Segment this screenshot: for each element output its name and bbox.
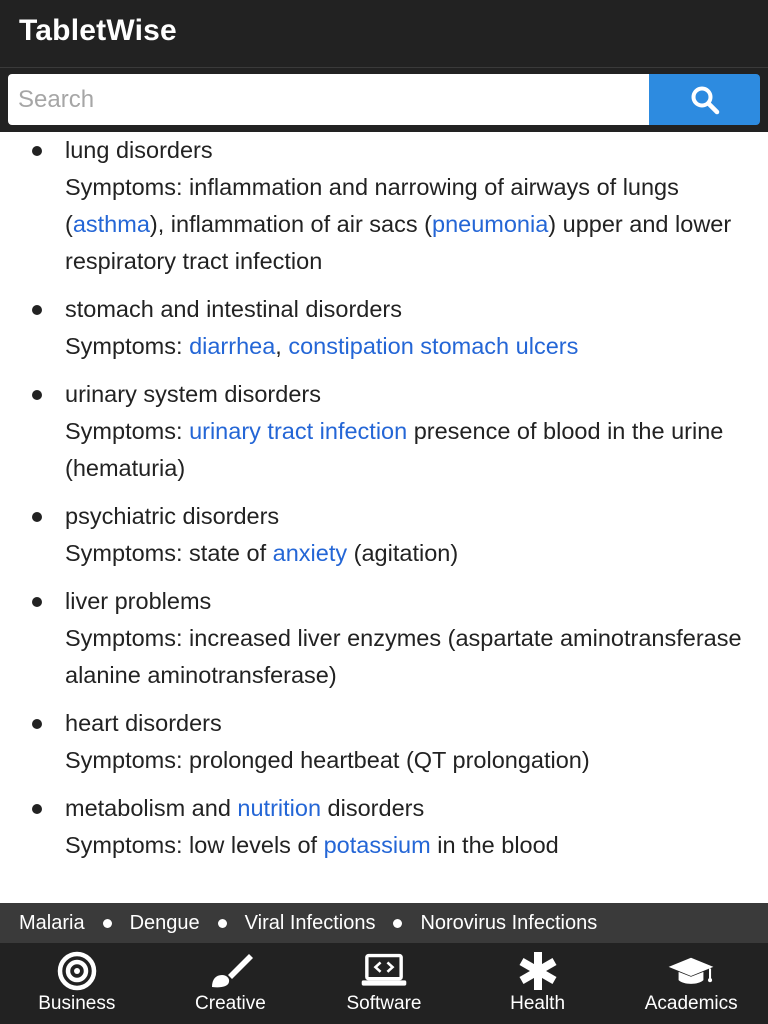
bullet — [32, 512, 42, 522]
list-item — [0, 790, 768, 864]
item-symptoms: Symptoms: prolonged heartbeat (QT prolongation) — [65, 747, 590, 773]
item-symptoms: Symptoms: low levels of potassium in the blood — [65, 832, 559, 858]
item-title: metabolism and nutrition disorders — [65, 795, 425, 821]
nav-label: Creative — [195, 993, 266, 1014]
link-diarrhea[interactable]: diarrhea — [189, 333, 276, 359]
item-symptoms: Symptoms: urinary tract infection presence of blood in the urine (hematuria) — [65, 418, 724, 481]
link-asthma[interactable]: asthma — [72, 211, 150, 237]
nav-academics[interactable] — [614, 943, 768, 1024]
search-input[interactable] — [8, 74, 649, 125]
link-nutrition[interactable]: nutrition — [237, 795, 322, 821]
bottom-nav — [0, 943, 768, 1024]
link-potassium[interactable]: potassium — [323, 832, 431, 858]
ticker-item-norovirus-infections[interactable]: Norovirus Infections — [420, 911, 598, 934]
item-symptoms: Symptoms: diarrhea, constipation stomach ulcers — [65, 333, 579, 359]
laptop-code-icon — [360, 951, 408, 991]
nav-creative[interactable] — [154, 943, 308, 1024]
ticker-item-viral-infections[interactable]: Viral Infections — [244, 911, 376, 934]
target-icon — [53, 951, 101, 991]
paintbrush-icon — [206, 951, 254, 991]
item-symptoms: Symptoms: inflammation and narrowing of airways of lungs (asthma), inflammation of air sacs (pneumonia) upper and lower respiratory tract infection — [65, 174, 732, 274]
nav-health[interactable] — [461, 943, 615, 1024]
search-icon — [690, 85, 720, 115]
bullet — [32, 597, 42, 607]
bullet — [32, 804, 42, 814]
content-area — [0, 132, 768, 903]
bullet — [32, 305, 42, 315]
list-item — [0, 291, 768, 365]
link-urinary-tract-infection[interactable]: urinary tract infection — [189, 418, 408, 444]
list-item — [0, 132, 768, 280]
nav-label: Software — [346, 993, 422, 1014]
item-title: liver problems — [65, 588, 212, 614]
bullet — [32, 146, 42, 156]
item-title: stomach and intestinal disorders — [65, 296, 403, 322]
asterisk-icon — [514, 951, 562, 991]
list-item — [0, 376, 768, 487]
related-topics-ticker — [0, 903, 768, 943]
list-item — [0, 583, 768, 694]
bullet — [32, 719, 42, 729]
nav-label: Academics — [644, 993, 738, 1014]
ticker-item-dengue[interactable]: Dengue — [129, 911, 200, 934]
nav-label: Health — [510, 993, 566, 1014]
ticker-item-malaria[interactable]: Malaria — [19, 911, 85, 934]
nav-software[interactable] — [307, 943, 461, 1024]
item-title: lung disorders — [65, 137, 213, 163]
separator-dot — [218, 919, 227, 928]
link-pneumonia[interactable]: pneumonia — [432, 211, 549, 237]
site-logo[interactable]: TabletWise — [19, 14, 177, 47]
search-bar — [0, 68, 768, 132]
list-item — [0, 705, 768, 779]
separator-dot — [393, 919, 402, 928]
search-button[interactable] — [649, 74, 760, 125]
item-title: heart disorders — [65, 710, 222, 736]
item-symptoms: Symptoms: increased liver enzymes (aspartate aminotransferase alanine aminotransferase) — [65, 625, 742, 688]
link-constipation-stomach-ulcers[interactable]: constipation stomach ulcers — [288, 333, 579, 359]
link-anxiety[interactable]: anxiety — [272, 540, 348, 566]
bullet — [32, 390, 42, 400]
item-symptoms: Symptoms: state of anxiety (agitation) — [65, 540, 459, 566]
nav-label: Business — [38, 993, 116, 1014]
list-item — [0, 498, 768, 572]
separator-dot — [103, 919, 112, 928]
nav-business[interactable] — [0, 943, 154, 1024]
item-title: urinary system disorders — [65, 381, 321, 407]
side-effects-list — [0, 132, 768, 864]
top-bar — [0, 0, 768, 68]
graduation-cap-icon — [667, 951, 715, 991]
item-title: psychiatric disorders — [65, 503, 280, 529]
